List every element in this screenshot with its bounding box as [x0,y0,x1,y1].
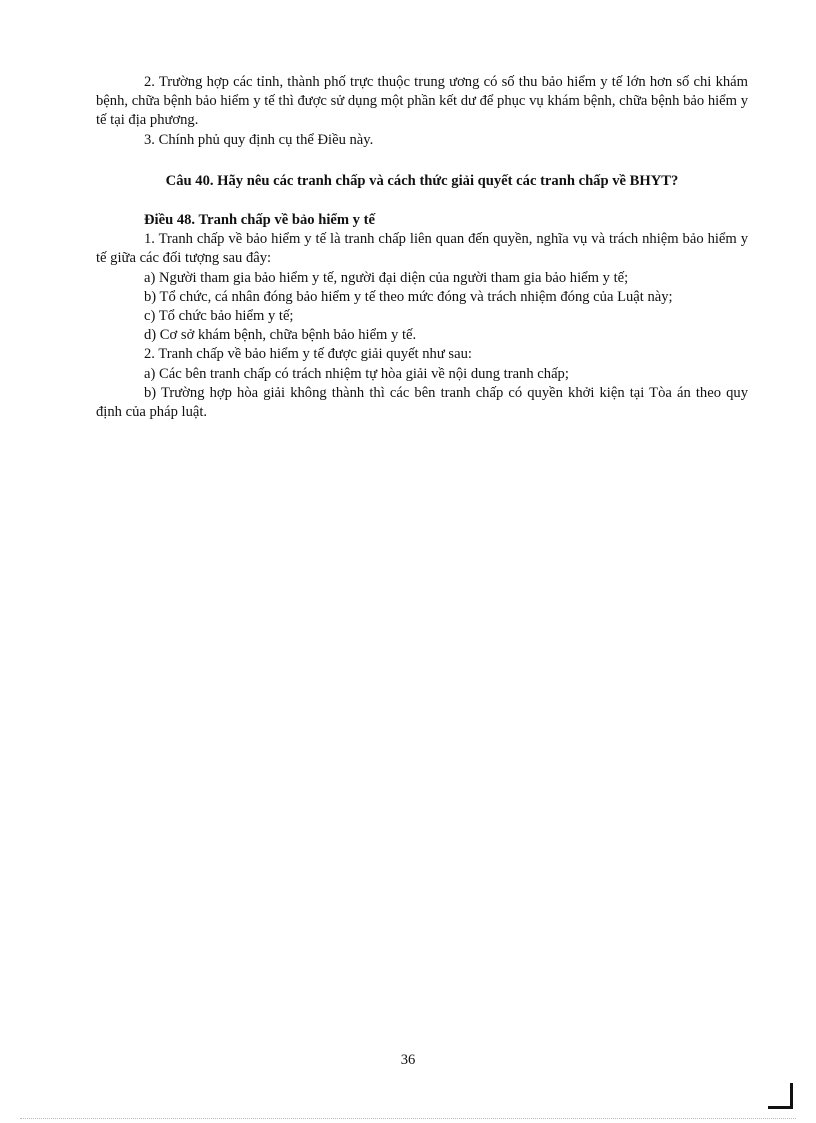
footer-divider [20,1118,796,1119]
clause-1d: d) Cơ sở khám bệnh, chữa bệnh bảo hiểm y tế. [144,327,417,344]
paragraph-clause-2: 2. Trường hợp các tỉnh, thành phố trực thuộc trung ương có số thu bảo hiểm y tế lớn hơn số chi khám bệnh, chữa bệnh bảo hiểm y tế thì được sử dụng một phần kết dư để phục vụ khám bệnh, chữa bệnh bảo hiểm y tế tại địa phương. [96,74,748,129]
corner-mark-horizontal [768,1106,793,1109]
question-heading: Câu 40. Hãy nêu các tranh chấp và cách thức giải quyết các tranh chấp về BHYT? [165,173,679,189]
clause-1a: a) Người tham gia bảo hiểm y tế, người đại diện của người tham gia bảo hiểm y tế; [144,269,629,286]
clause-1c: c) Tổ chức bảo hiểm y tế; [144,308,294,325]
page-number: 36 [400,1052,416,1068]
clause-2: 2. Tranh chấp về bảo hiểm y tế được giải quyết như sau: [144,346,472,363]
clause-2b: b) Trường hợp hòa giải không thành thì các bên tranh chấp có quyền khởi kiện tại Tòa án theo quy định của pháp luật. [96,384,748,421]
intro-block [96,73,748,150]
clause-1: 1. Tranh chấp về bảo hiểm y tế là tranh chấp liên quan đến quyền, nghĩa vụ và trách nhiệm bảo hiểm y tế giữa các đối tượng sau đây: [96,231,748,267]
clause-2a: a) Các bên tranh chấp có trách nhiệm tự hòa giải về nội dung tranh chấp; [144,365,569,382]
article-block [96,211,748,422]
paragraph-clause-3: 3. Chính phủ quy định cụ thể Điều này. [144,131,374,148]
article-title: Điều 48. Tranh chấp về bảo hiểm y tế [144,212,375,228]
clause-1b: b) Tổ chức, cá nhân đóng bảo hiểm y tế theo mức đóng và trách nhiệm đóng của Luật này; [144,288,673,305]
